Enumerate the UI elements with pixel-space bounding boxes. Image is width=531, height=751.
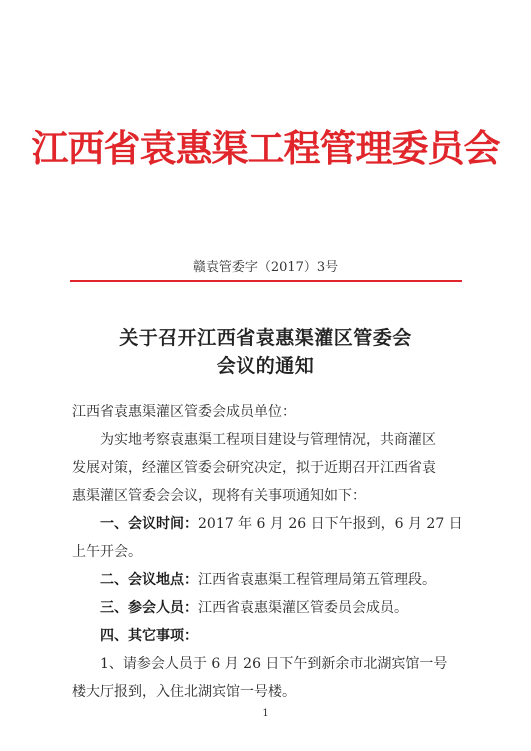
other-item-1-line-2: 楼大厅报到，入住北湖宾馆一号楼。 bbox=[72, 684, 296, 700]
page-number: 1 bbox=[262, 708, 269, 719]
intro-line-3: 惠渠灌区管委会会议，现将有关事项通知如下： bbox=[72, 488, 366, 504]
header-divider bbox=[70, 280, 462, 282]
salutation: 江西省袁惠渠灌区管委会成员单位： bbox=[72, 404, 296, 420]
attendees bbox=[100, 597, 408, 617]
meeting-time-continued: 上午开会。 bbox=[72, 544, 142, 560]
intro-line-2: 发展对策，经灌区管委会研究决定，拟于近期召开江西省袁 bbox=[72, 460, 436, 476]
organization-title: 江西省袁惠渠工程管理委员会 bbox=[31, 126, 500, 170]
other-matters-label: 四、其它事项： bbox=[100, 628, 198, 644]
attendees-value: 江西省袁惠渠灌区管委员会成员。 bbox=[198, 600, 408, 616]
other-item-1-line-1: 1、请参会人员于 6 月 26 日下午到新余市北湖宾馆一号 bbox=[100, 656, 448, 672]
meeting-time-label: 一、会议时间： bbox=[100, 516, 198, 532]
meeting-time-value: 2017 年 6 月 26 日下午报到，6 月 27 日 bbox=[198, 516, 463, 532]
notice-title-line-2: 会议的通知 bbox=[216, 355, 315, 377]
meeting-time bbox=[100, 513, 463, 533]
attendees-label: 三、参会人员： bbox=[100, 600, 198, 616]
document-number: 赣袁管委字（2017）3号 bbox=[192, 260, 339, 275]
meeting-place-value: 江西省袁惠渠工程管理局第五管理段。 bbox=[198, 572, 436, 588]
meeting-place-label: 二、会议地点： bbox=[100, 572, 198, 588]
meeting-place bbox=[100, 569, 436, 589]
intro-line-1: 为实地考察袁惠渠工程项目建设与管理情况，共商灌区 bbox=[100, 432, 436, 448]
notice-title-line-1: 关于召开江西省袁惠渠灌区管委会 bbox=[119, 327, 412, 349]
